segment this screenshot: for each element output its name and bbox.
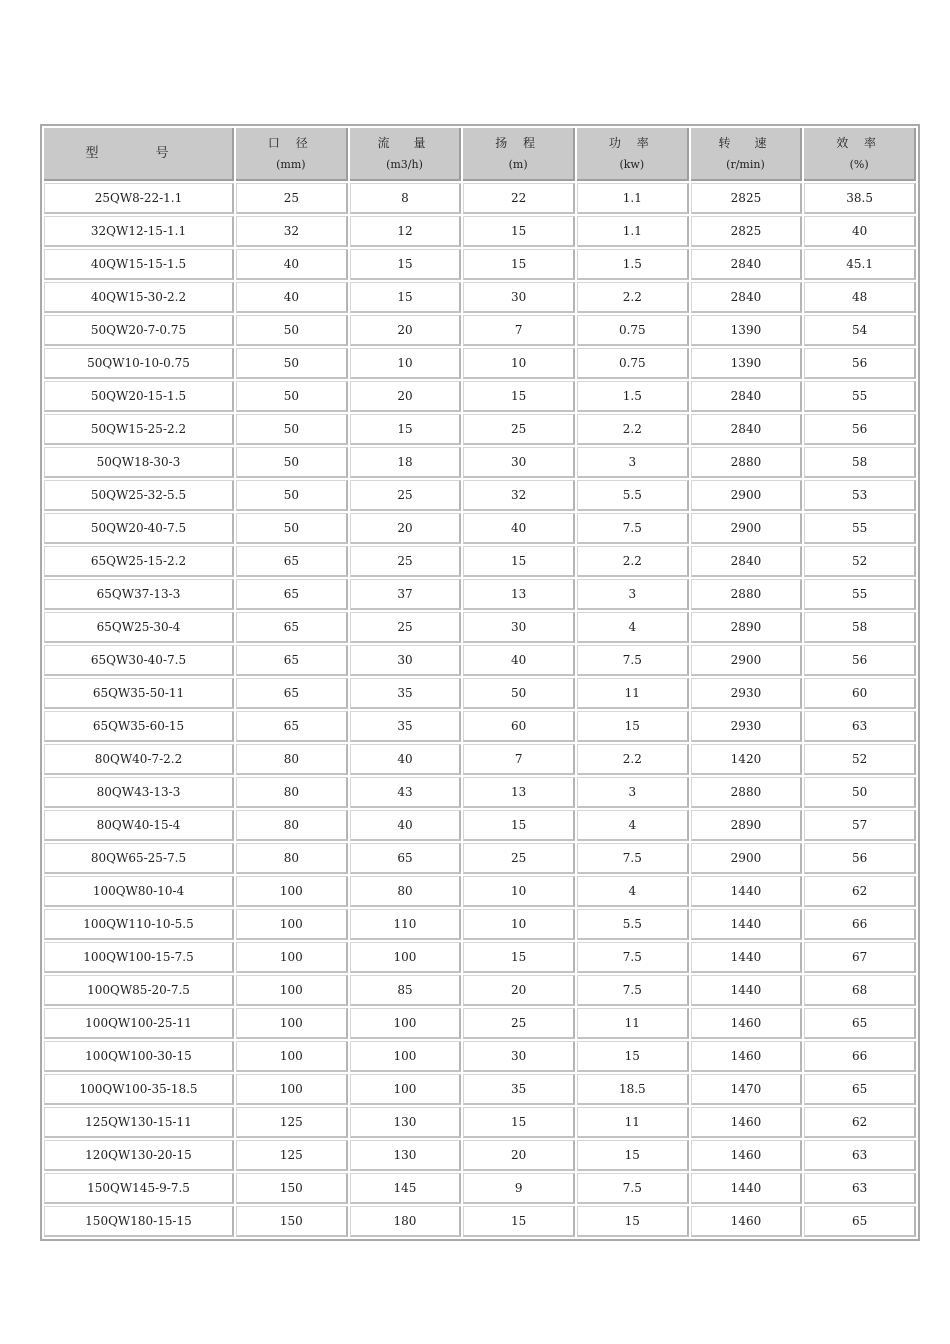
cell-speed: 1440 [691,942,803,973]
table-row [44,1041,916,1072]
cell-power: 7.5 [577,942,689,973]
cell-diameter: 25 [236,183,348,214]
table-row [44,1074,916,1105]
cell-flow: 20 [350,381,462,412]
cell-speed: 2840 [691,546,803,577]
header-efficiency: 效 率 (%) [804,128,916,181]
cell-model: 50QW10-10-0.75 [44,348,234,379]
cell-flow: 15 [350,282,462,313]
cell-speed: 1440 [691,1173,803,1204]
cell-head: 15 [463,216,575,247]
cell-head: 30 [463,612,575,643]
header-diameter: 口 径 (mm) [236,128,348,181]
cell-efficiency: 56 [804,843,916,874]
cell-flow: 100 [350,1074,462,1105]
cell-head: 25 [463,843,575,874]
cell-head: 35 [463,1074,575,1105]
cell-flow: 25 [350,612,462,643]
cell-model: 65QW35-50-11 [44,678,234,709]
cell-speed: 2880 [691,447,803,478]
cell-efficiency: 65 [804,1074,916,1105]
cell-head: 10 [463,348,575,379]
cell-speed: 1390 [691,315,803,346]
cell-diameter: 80 [236,744,348,775]
cell-diameter: 50 [236,414,348,445]
cell-diameter: 150 [236,1173,348,1204]
cell-efficiency: 55 [804,579,916,610]
cell-efficiency: 55 [804,513,916,544]
cell-speed: 2825 [691,216,803,247]
table-row [44,1206,916,1237]
cell-flow: 10 [350,348,462,379]
cell-head: 15 [463,810,575,841]
cell-speed: 2840 [691,249,803,280]
cell-efficiency: 63 [804,1140,916,1171]
cell-flow: 100 [350,1008,462,1039]
cell-efficiency: 62 [804,876,916,907]
cell-speed: 2900 [691,843,803,874]
cell-flow: 25 [350,480,462,511]
cell-model: 65QW30-40-7.5 [44,645,234,676]
cell-flow: 145 [350,1173,462,1204]
cell-speed: 1390 [691,348,803,379]
pump-spec-table [42,126,918,1239]
cell-flow: 35 [350,678,462,709]
cell-speed: 2840 [691,381,803,412]
table-row [44,975,916,1006]
cell-power: 15 [577,1041,689,1072]
cell-efficiency: 58 [804,612,916,643]
cell-diameter: 65 [236,612,348,643]
cell-diameter: 150 [236,1206,348,1237]
cell-head: 22 [463,183,575,214]
cell-power: 2.2 [577,414,689,445]
cell-power: 2.2 [577,546,689,577]
cell-flow: 100 [350,1041,462,1072]
table-row [44,249,916,280]
cell-power: 5.5 [577,480,689,511]
cell-model: 50QW20-15-1.5 [44,381,234,412]
table-row [44,381,916,412]
cell-head: 10 [463,909,575,940]
cell-power: 0.75 [577,315,689,346]
table-row [44,711,916,742]
cell-model: 100QW80-10-4 [44,876,234,907]
table-row [44,876,916,907]
cell-speed: 2825 [691,183,803,214]
cell-efficiency: 65 [804,1206,916,1237]
cell-head: 15 [463,249,575,280]
header-row [44,128,916,181]
cell-power: 5.5 [577,909,689,940]
cell-diameter: 50 [236,315,348,346]
header-flow: 流 量 (m3/h) [350,128,462,181]
cell-diameter: 65 [236,645,348,676]
cell-head: 60 [463,711,575,742]
cell-power: 11 [577,1008,689,1039]
cell-speed: 2840 [691,414,803,445]
cell-efficiency: 45.1 [804,249,916,280]
cell-diameter: 50 [236,447,348,478]
table-row [44,1107,916,1138]
cell-model: 40QW15-15-1.5 [44,249,234,280]
cell-efficiency: 58 [804,447,916,478]
cell-power: 3 [577,777,689,808]
cell-flow: 85 [350,975,462,1006]
cell-model: 100QW100-25-11 [44,1008,234,1039]
cell-model: 32QW12-15-1.1 [44,216,234,247]
cell-flow: 35 [350,711,462,742]
table-row [44,744,916,775]
cell-diameter: 80 [236,843,348,874]
cell-power: 7.5 [577,843,689,874]
table-row [44,1008,916,1039]
cell-flow: 25 [350,546,462,577]
cell-model: 125QW130-15-11 [44,1107,234,1138]
cell-flow: 8 [350,183,462,214]
cell-flow: 130 [350,1107,462,1138]
cell-head: 10 [463,876,575,907]
table-row [44,282,916,313]
cell-power: 1.5 [577,381,689,412]
cell-model: 100QW110-10-5.5 [44,909,234,940]
cell-flow: 15 [350,249,462,280]
cell-flow: 15 [350,414,462,445]
table-row [44,942,916,973]
cell-flow: 43 [350,777,462,808]
cell-speed: 2900 [691,480,803,511]
cell-efficiency: 66 [804,909,916,940]
table-row [44,1140,916,1171]
cell-power: 3 [577,447,689,478]
cell-diameter: 100 [236,975,348,1006]
cell-efficiency: 50 [804,777,916,808]
cell-flow: 40 [350,810,462,841]
cell-diameter: 100 [236,942,348,973]
cell-speed: 1440 [691,909,803,940]
cell-diameter: 125 [236,1140,348,1171]
cell-flow: 100 [350,942,462,973]
cell-power: 15 [577,711,689,742]
cell-power: 7.5 [577,1173,689,1204]
cell-head: 30 [463,1041,575,1072]
cell-diameter: 40 [236,249,348,280]
cell-model: 65QW25-15-2.2 [44,546,234,577]
cell-efficiency: 63 [804,1173,916,1204]
cell-efficiency: 68 [804,975,916,1006]
cell-head: 25 [463,414,575,445]
pump-spec-table-container [40,124,920,1241]
cell-power: 1.1 [577,216,689,247]
cell-power: 4 [577,810,689,841]
cell-head: 15 [463,381,575,412]
cell-speed: 1420 [691,744,803,775]
cell-head: 9 [463,1173,575,1204]
cell-diameter: 80 [236,777,348,808]
cell-diameter: 40 [236,282,348,313]
cell-model: 100QW85-20-7.5 [44,975,234,1006]
cell-speed: 2890 [691,612,803,643]
cell-head: 20 [463,975,575,1006]
cell-power: 11 [577,678,689,709]
cell-head: 13 [463,777,575,808]
cell-model: 65QW35-60-15 [44,711,234,742]
table-row [44,447,916,478]
cell-head: 30 [463,447,575,478]
table-body [44,183,916,1237]
table-row [44,909,916,940]
cell-efficiency: 65 [804,1008,916,1039]
cell-head: 15 [463,1206,575,1237]
table-row [44,315,916,346]
cell-model: 50QW18-30-3 [44,447,234,478]
cell-efficiency: 56 [804,414,916,445]
cell-diameter: 65 [236,678,348,709]
cell-diameter: 32 [236,216,348,247]
cell-speed: 1460 [691,1140,803,1171]
cell-speed: 1460 [691,1041,803,1072]
cell-speed: 2900 [691,513,803,544]
table-row [44,777,916,808]
cell-diameter: 65 [236,711,348,742]
cell-flow: 180 [350,1206,462,1237]
table-row [44,810,916,841]
cell-diameter: 50 [236,348,348,379]
cell-model: 50QW25-32-5.5 [44,480,234,511]
cell-efficiency: 67 [804,942,916,973]
cell-model: 50QW15-25-2.2 [44,414,234,445]
cell-model: 50QW20-40-7.5 [44,513,234,544]
cell-diameter: 100 [236,1008,348,1039]
cell-power: 7.5 [577,513,689,544]
cell-model: 120QW130-20-15 [44,1140,234,1171]
cell-efficiency: 38.5 [804,183,916,214]
cell-speed: 2930 [691,678,803,709]
cell-flow: 20 [350,315,462,346]
cell-power: 2.2 [577,282,689,313]
cell-diameter: 100 [236,909,348,940]
cell-flow: 40 [350,744,462,775]
cell-model: 65QW25-30-4 [44,612,234,643]
cell-model: 80QW43-13-3 [44,777,234,808]
cell-efficiency: 63 [804,711,916,742]
cell-diameter: 50 [236,513,348,544]
table-row [44,612,916,643]
cell-speed: 1440 [691,975,803,1006]
table-row [44,843,916,874]
cell-efficiency: 52 [804,744,916,775]
cell-power: 7.5 [577,645,689,676]
table-row [44,513,916,544]
cell-head: 15 [463,1107,575,1138]
cell-diameter: 100 [236,1074,348,1105]
cell-flow: 65 [350,843,462,874]
cell-power: 1.5 [577,249,689,280]
cell-efficiency: 54 [804,315,916,346]
cell-efficiency: 56 [804,645,916,676]
cell-power: 18.5 [577,1074,689,1105]
cell-head: 32 [463,480,575,511]
cell-head: 13 [463,579,575,610]
cell-efficiency: 66 [804,1041,916,1072]
cell-model: 100QW100-30-15 [44,1041,234,1072]
cell-flow: 20 [350,513,462,544]
cell-efficiency: 56 [804,348,916,379]
cell-head: 40 [463,513,575,544]
table-row [44,645,916,676]
cell-flow: 37 [350,579,462,610]
cell-efficiency: 52 [804,546,916,577]
cell-speed: 2930 [691,711,803,742]
cell-flow: 12 [350,216,462,247]
cell-model: 80QW65-25-7.5 [44,843,234,874]
cell-power: 3 [577,579,689,610]
cell-flow: 130 [350,1140,462,1171]
cell-head: 20 [463,1140,575,1171]
cell-power: 1.1 [577,183,689,214]
table-row [44,546,916,577]
cell-model: 40QW15-30-2.2 [44,282,234,313]
header-power: 功 率 (kw) [577,128,689,181]
cell-model: 100QW100-15-7.5 [44,942,234,973]
cell-flow: 18 [350,447,462,478]
cell-efficiency: 57 [804,810,916,841]
cell-model: 65QW37-13-3 [44,579,234,610]
cell-head: 25 [463,1008,575,1039]
cell-speed: 1460 [691,1206,803,1237]
cell-head: 40 [463,645,575,676]
cell-speed: 1460 [691,1107,803,1138]
cell-power: 2.2 [577,744,689,775]
table-row [44,678,916,709]
cell-flow: 110 [350,909,462,940]
cell-flow: 80 [350,876,462,907]
cell-head: 7 [463,315,575,346]
cell-power: 0.75 [577,348,689,379]
cell-power: 11 [577,1107,689,1138]
cell-diameter: 50 [236,480,348,511]
cell-diameter: 100 [236,876,348,907]
cell-model: 80QW40-7-2.2 [44,744,234,775]
cell-model: 50QW20-7-0.75 [44,315,234,346]
cell-efficiency: 53 [804,480,916,511]
cell-model: 150QW145-9-7.5 [44,1173,234,1204]
cell-diameter: 100 [236,1041,348,1072]
table-row [44,1173,916,1204]
table-row [44,414,916,445]
cell-efficiency: 62 [804,1107,916,1138]
cell-head: 7 [463,744,575,775]
table-row [44,480,916,511]
cell-speed: 2880 [691,777,803,808]
header-model: 型 号 [44,128,234,181]
cell-flow: 30 [350,645,462,676]
cell-power: 4 [577,612,689,643]
cell-head: 50 [463,678,575,709]
cell-power: 4 [577,876,689,907]
cell-power: 7.5 [577,975,689,1006]
cell-speed: 1440 [691,876,803,907]
cell-speed: 2890 [691,810,803,841]
cell-speed: 2880 [691,579,803,610]
cell-diameter: 65 [236,546,348,577]
cell-efficiency: 60 [804,678,916,709]
cell-diameter: 50 [236,381,348,412]
header-speed: 转 速 (r/min) [691,128,803,181]
table-row [44,579,916,610]
table-row [44,348,916,379]
cell-model: 80QW40-15-4 [44,810,234,841]
cell-diameter: 125 [236,1107,348,1138]
cell-model: 25QW8-22-1.1 [44,183,234,214]
cell-speed: 1470 [691,1074,803,1105]
cell-power: 15 [577,1206,689,1237]
cell-power: 15 [577,1140,689,1171]
cell-speed: 1460 [691,1008,803,1039]
table-row [44,183,916,214]
cell-speed: 2840 [691,282,803,313]
table-row [44,216,916,247]
cell-head: 15 [463,546,575,577]
header-head: 扬 程 (m) [463,128,575,181]
cell-model: 150QW180-15-15 [44,1206,234,1237]
cell-head: 30 [463,282,575,313]
cell-diameter: 65 [236,579,348,610]
cell-efficiency: 55 [804,381,916,412]
cell-efficiency: 48 [804,282,916,313]
cell-efficiency: 40 [804,216,916,247]
cell-diameter: 80 [236,810,348,841]
cell-model: 100QW100-35-18.5 [44,1074,234,1105]
cell-speed: 2900 [691,645,803,676]
cell-head: 15 [463,942,575,973]
